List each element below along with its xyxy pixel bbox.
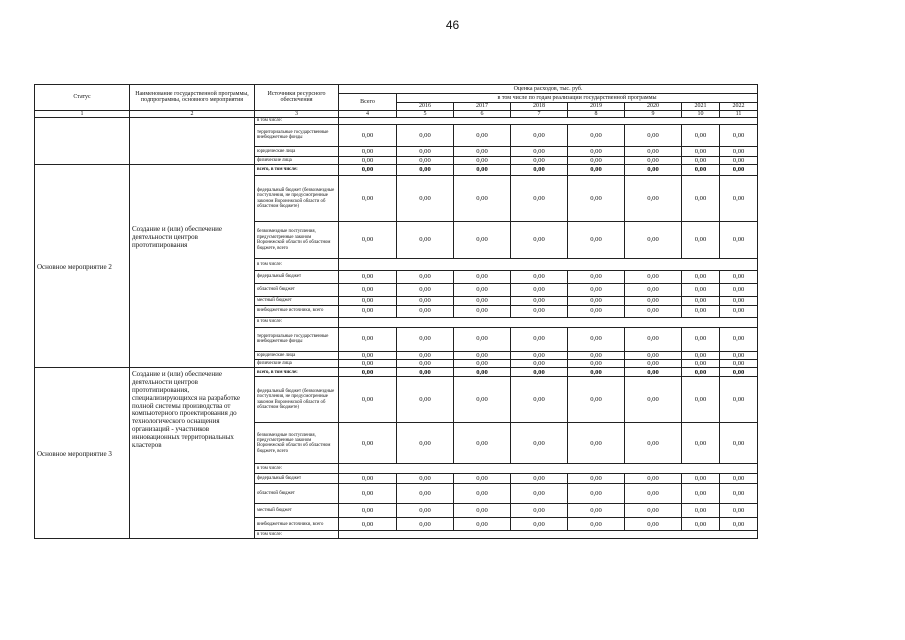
- value-cell: 0,00: [625, 176, 682, 222]
- value-cell: 0,00: [511, 368, 568, 377]
- value-cell: 0,00: [568, 271, 625, 284]
- value-cell: 0,00: [339, 377, 397, 423]
- name-cell-empty: [130, 118, 255, 165]
- value-cell: 0,00: [568, 305, 625, 317]
- value-cell: 0,00: [625, 222, 682, 259]
- value-cell: 0,00: [397, 156, 454, 164]
- value-cell: 0,00: [720, 271, 758, 284]
- value-cell: 0,00: [625, 146, 682, 156]
- value-cell: 0,00: [682, 222, 720, 259]
- value-cell: 0,00: [682, 504, 720, 518]
- value-cell: 0,00: [397, 284, 454, 297]
- value-cell: 0,00: [511, 156, 568, 164]
- value-cell: 0,00: [625, 359, 682, 367]
- value-cell: 0,00: [568, 327, 625, 351]
- value-cell: 0,00: [720, 504, 758, 518]
- value-cell: 0,00: [720, 284, 758, 297]
- value-cell: 0,00: [397, 359, 454, 367]
- value-cell: 0,00: [720, 377, 758, 423]
- value-cell: 0,00: [339, 474, 397, 484]
- value-cell: 0,00: [720, 327, 758, 351]
- header-year: 2017: [454, 103, 511, 111]
- value-cell: 0,00: [454, 124, 511, 146]
- value-cell: 0,00: [720, 156, 758, 164]
- value-cell: 0,00: [397, 368, 454, 377]
- value-cell: 0,00: [625, 124, 682, 146]
- value-cell: 0,00: [511, 474, 568, 484]
- source-cell: областной бюджет: [255, 284, 339, 297]
- value-cell: 0,00: [625, 297, 682, 305]
- value-cell: 0,00: [625, 284, 682, 297]
- value-cell: 0,00: [339, 284, 397, 297]
- header-year: 2020: [625, 103, 682, 111]
- value-cell: 0,00: [625, 518, 682, 531]
- value-cell: 0,00: [339, 146, 397, 156]
- value-cell: 0,00: [339, 423, 397, 464]
- value-cell: 0,00: [511, 146, 568, 156]
- source-cell: юридические лица: [255, 351, 339, 359]
- column-number: 8: [568, 110, 625, 118]
- value-cell: 0,00: [454, 305, 511, 317]
- page-number: 46: [445, 18, 460, 32]
- value-cell: 0,00: [625, 504, 682, 518]
- source-cell: в том числе:: [255, 464, 339, 474]
- value-cell: 0,00: [511, 222, 568, 259]
- value-cell: 0,00: [682, 484, 720, 504]
- value-cell: 0,00: [339, 518, 397, 531]
- value-cell: 0,00: [511, 504, 568, 518]
- value-cell: 0,00: [568, 518, 625, 531]
- value-cell: 0,00: [568, 359, 625, 367]
- value-cell: 0,00: [454, 176, 511, 222]
- value-cell: 0,00: [339, 327, 397, 351]
- value-cell: 0,00: [720, 124, 758, 146]
- value-cell: 0,00: [568, 351, 625, 359]
- value-cell: 0,00: [454, 284, 511, 297]
- source-cell: федеральный бюджет (безвозмездные поступления, не предусмотренные законом Воронежской области об областном бюджете): [255, 176, 339, 222]
- value-cell: 0,00: [511, 423, 568, 464]
- value-cell: 0,00: [339, 165, 397, 176]
- source-cell: областной бюджет: [255, 484, 339, 504]
- value-cell: 0,00: [454, 377, 511, 423]
- empty-cell: [339, 317, 758, 327]
- value-cell: 0,00: [511, 359, 568, 367]
- value-cell: 0,00: [625, 423, 682, 464]
- header-name: Наименование государственной программы, подпрограммы, основного мероприятия: [130, 85, 255, 111]
- value-cell: 0,00: [511, 377, 568, 423]
- column-number: 11: [720, 110, 758, 118]
- value-cell: 0,00: [454, 327, 511, 351]
- value-cell: 0,00: [511, 271, 568, 284]
- value-cell: 0,00: [339, 222, 397, 259]
- source-cell: местный бюджет: [255, 504, 339, 518]
- value-cell: 0,00: [720, 484, 758, 504]
- column-number: 4: [339, 110, 397, 118]
- value-cell: 0,00: [511, 284, 568, 297]
- value-cell: 0,00: [568, 474, 625, 484]
- value-cell: 0,00: [511, 124, 568, 146]
- value-cell: 0,00: [568, 423, 625, 464]
- value-cell: 0,00: [397, 176, 454, 222]
- value-cell: 0,00: [454, 484, 511, 504]
- value-cell: 0,00: [397, 222, 454, 259]
- value-cell: 0,00: [568, 368, 625, 377]
- value-cell: 0,00: [454, 146, 511, 156]
- value-cell: 0,00: [454, 504, 511, 518]
- value-cell: 0,00: [568, 297, 625, 305]
- value-cell: 0,00: [720, 297, 758, 305]
- expenses-table: [34, 84, 758, 539]
- source-cell: физические лица: [255, 359, 339, 367]
- source-cell: всего, в том числе:: [255, 368, 339, 377]
- event-status: Основное мероприятие 2: [35, 165, 130, 368]
- value-cell: 0,00: [454, 351, 511, 359]
- value-cell: 0,00: [568, 484, 625, 504]
- value-cell: 0,00: [511, 351, 568, 359]
- event-status: Основное мероприятие 3: [35, 368, 130, 539]
- source-cell: федеральный бюджет (безвозмездные поступления, не предусмотренные законом Воронежской области об областном бюджете): [255, 377, 339, 423]
- value-cell: 0,00: [682, 124, 720, 146]
- column-number: 2: [130, 110, 255, 118]
- column-number: 10: [682, 110, 720, 118]
- value-cell: 0,00: [720, 351, 758, 359]
- value-cell: 0,00: [720, 359, 758, 367]
- source-cell: безвозмездные поступления, предусмотренные законом Воронежской области об областном бюджете, всего: [255, 423, 339, 464]
- value-cell: 0,00: [682, 359, 720, 367]
- value-cell: 0,00: [682, 377, 720, 423]
- value-cell: 0,00: [454, 359, 511, 367]
- empty-cell: [339, 259, 758, 271]
- column-number: 5: [397, 110, 454, 118]
- value-cell: 0,00: [454, 165, 511, 176]
- value-cell: 0,00: [339, 484, 397, 504]
- header-year: 2021: [682, 103, 720, 111]
- source-cell: в том числе:: [255, 259, 339, 271]
- value-cell: 0,00: [397, 504, 454, 518]
- value-cell: 0,00: [454, 297, 511, 305]
- value-cell: 0,00: [682, 165, 720, 176]
- value-cell: 0,00: [625, 165, 682, 176]
- value-cell: 0,00: [682, 297, 720, 305]
- value-cell: 0,00: [397, 327, 454, 351]
- column-number: 7: [511, 110, 568, 118]
- value-cell: 0,00: [454, 222, 511, 259]
- value-cell: 0,00: [339, 305, 397, 317]
- value-cell: 0,00: [397, 271, 454, 284]
- value-cell: 0,00: [720, 146, 758, 156]
- value-cell: 0,00: [397, 351, 454, 359]
- source-cell: всего, в том числе:: [255, 165, 339, 176]
- value-cell: 0,00: [682, 176, 720, 222]
- value-cell: 0,00: [568, 156, 625, 164]
- value-cell: 0,00: [625, 484, 682, 504]
- header-year: 2018: [511, 103, 568, 111]
- value-cell: 0,00: [339, 176, 397, 222]
- source-cell: местный бюджет: [255, 297, 339, 305]
- source-cell: физические лица: [255, 156, 339, 164]
- source-cell: юридические лица: [255, 146, 339, 156]
- header-year: 2022: [720, 103, 758, 111]
- value-cell: 0,00: [397, 165, 454, 176]
- value-cell: 0,00: [720, 423, 758, 464]
- column-number: 6: [454, 110, 511, 118]
- value-cell: 0,00: [454, 156, 511, 164]
- value-cell: 0,00: [720, 474, 758, 484]
- value-cell: 0,00: [339, 124, 397, 146]
- value-cell: 0,00: [511, 297, 568, 305]
- value-cell: 0,00: [682, 368, 720, 377]
- header-source: Источники ресурсного обеспечения: [255, 85, 339, 111]
- value-cell: 0,00: [568, 504, 625, 518]
- table-row: [35, 165, 758, 176]
- status-cell-empty: [35, 118, 130, 165]
- source-cell: в том числе:: [255, 531, 339, 539]
- value-cell: 0,00: [625, 156, 682, 164]
- value-cell: 0,00: [511, 484, 568, 504]
- header-estimate: Оценка расходов, тыс. руб.: [339, 85, 758, 94]
- source-cell: безвозмездные поступления, предусмотренные законом Воронежской области об областном бюджете, всего: [255, 222, 339, 259]
- value-cell: 0,00: [339, 156, 397, 164]
- value-cell: 0,00: [682, 327, 720, 351]
- value-cell: 0,00: [454, 423, 511, 464]
- header-status: Статус: [35, 85, 130, 111]
- value-cell: 0,00: [511, 327, 568, 351]
- value-cell: 0,00: [339, 504, 397, 518]
- value-cell: 0,00: [568, 284, 625, 297]
- value-cell: 0,00: [339, 271, 397, 284]
- column-number: 3: [255, 110, 339, 118]
- value-cell: 0,00: [339, 359, 397, 367]
- value-cell: 0,00: [397, 124, 454, 146]
- value-cell: 0,00: [568, 377, 625, 423]
- value-cell: 0,00: [397, 423, 454, 464]
- value-cell: 0,00: [682, 351, 720, 359]
- value-cell: 0,00: [625, 351, 682, 359]
- header-total: Всего: [339, 94, 397, 111]
- value-cell: 0,00: [511, 165, 568, 176]
- column-number: 9: [625, 110, 682, 118]
- value-cell: 0,00: [625, 474, 682, 484]
- value-cell: 0,00: [397, 377, 454, 423]
- value-cell: 0,00: [397, 305, 454, 317]
- header-year: 2016: [397, 103, 454, 111]
- value-cell: 0,00: [397, 484, 454, 504]
- value-cell: 0,00: [720, 518, 758, 531]
- source-cell: территориальные государственные внебюджетные фонды: [255, 124, 339, 146]
- value-cell: 0,00: [397, 297, 454, 305]
- value-cell: 0,00: [568, 222, 625, 259]
- value-cell: 0,00: [454, 474, 511, 484]
- value-cell: 0,00: [339, 297, 397, 305]
- empty-cell: [339, 531, 758, 539]
- value-cell: 0,00: [511, 518, 568, 531]
- source-cell: федеральный бюджет: [255, 271, 339, 284]
- value-cell: 0,00: [339, 351, 397, 359]
- source-cell: в том числе:: [255, 317, 339, 327]
- value-cell: 0,00: [720, 222, 758, 259]
- value-cell: 0,00: [397, 474, 454, 484]
- empty-cell: [339, 464, 758, 474]
- value-cell: 0,00: [454, 518, 511, 531]
- source-cell: внебюджетные источники, всего: [255, 305, 339, 317]
- value-cell: 0,00: [720, 165, 758, 176]
- value-cell: 0,00: [625, 377, 682, 423]
- value-cell: 0,00: [625, 368, 682, 377]
- value-cell: 0,00: [397, 518, 454, 531]
- value-cell: 0,00: [682, 156, 720, 164]
- value-cell: 0,00: [682, 284, 720, 297]
- value-cell: 0,00: [397, 146, 454, 156]
- value-cell: 0,00: [625, 305, 682, 317]
- value-cell: 0,00: [720, 368, 758, 377]
- value-cell: 0,00: [720, 305, 758, 317]
- value-cell: 0,00: [682, 423, 720, 464]
- source-cell: внебюджетные источники, всего: [255, 518, 339, 531]
- column-number: 1: [35, 110, 130, 118]
- value-cell: 0,00: [568, 176, 625, 222]
- value-cell: 0,00: [720, 176, 758, 222]
- header-year: 2019: [568, 103, 625, 111]
- value-cell: 0,00: [454, 368, 511, 377]
- value-cell: 0,00: [454, 271, 511, 284]
- value-cell: 0,00: [339, 368, 397, 377]
- value-cell: 0,00: [682, 518, 720, 531]
- value-cell: 0,00: [682, 474, 720, 484]
- value-cell: 0,00: [568, 165, 625, 176]
- table-row: [35, 368, 758, 377]
- value-cell: 0,00: [511, 176, 568, 222]
- value-cell: 0,00: [682, 305, 720, 317]
- value-cell: 0,00: [625, 327, 682, 351]
- source-cell: федеральный бюджет: [255, 474, 339, 484]
- source-cell: в том числе:: [255, 118, 339, 124]
- event-name: Создание и (или) обеспечение деятельности центров прототипирования: [130, 165, 255, 368]
- value-cell: 0,00: [568, 124, 625, 146]
- source-cell: территориальные государственные внебюджетные фонды: [255, 327, 339, 351]
- header-including-years: в том числе по годам реализации государственной программы: [397, 94, 758, 103]
- value-cell: 0,00: [682, 146, 720, 156]
- value-cell: 0,00: [682, 271, 720, 284]
- event-name: Создание и (или) обеспечение деятельности центров прототипирования, специализирующихся на разработке полной системы производства от компьютерного проектирования до технологического оснащения организаций - участников инновационных территориальных кластеров: [130, 368, 255, 539]
- value-cell: 0,00: [568, 146, 625, 156]
- value-cell: 0,00: [511, 305, 568, 317]
- value-cell: 0,00: [625, 271, 682, 284]
